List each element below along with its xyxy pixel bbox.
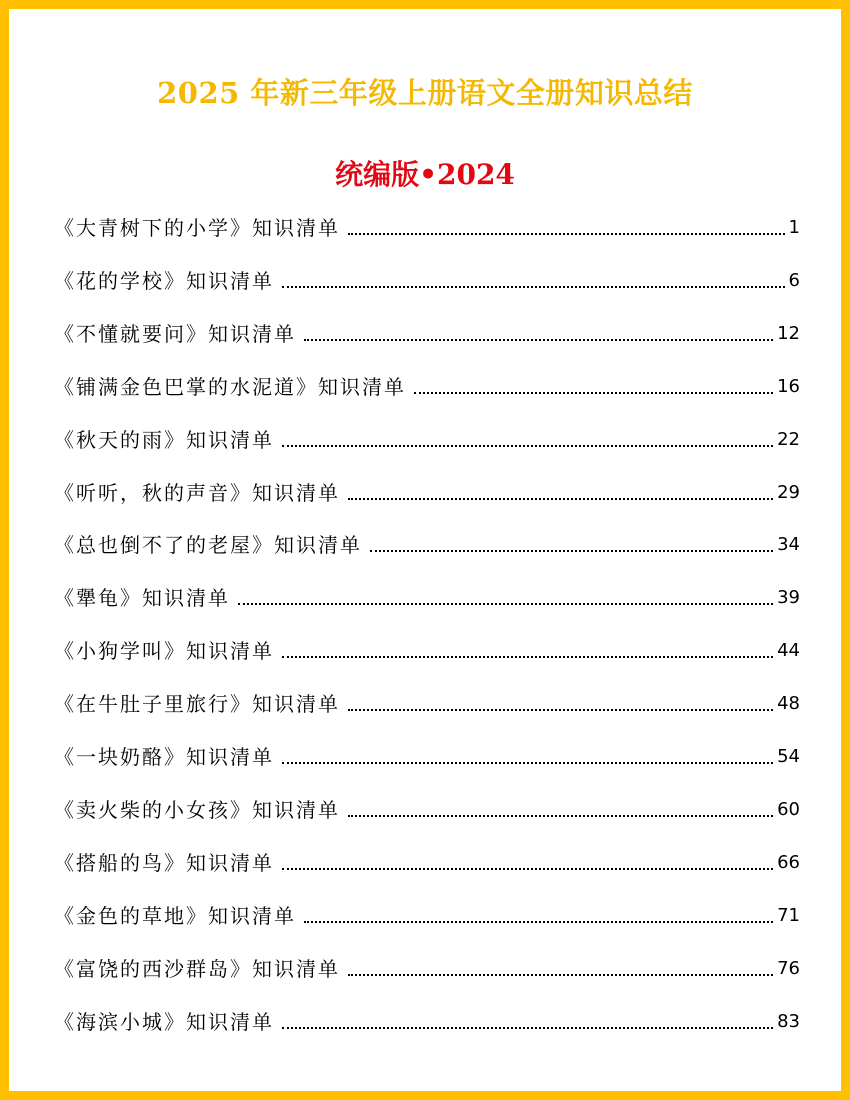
document-subtitle: 统编版•2024 bbox=[335, 158, 515, 191]
document-title: 2025 年新三年级上册语文全册知识总结 bbox=[157, 76, 693, 110]
toc-entry-title: 《小狗学叫》知识清单 bbox=[54, 639, 274, 664]
toc-dot-leader bbox=[282, 286, 785, 288]
toc-dot-leader bbox=[282, 656, 773, 658]
toc-entry[interactable] bbox=[54, 687, 800, 717]
toc-entry[interactable] bbox=[54, 846, 800, 876]
toc-entry[interactable] bbox=[54, 952, 800, 982]
toc-page-number: 1 bbox=[788, 217, 800, 238]
toc-dot-leader bbox=[348, 498, 773, 500]
toc-page-number: 71 bbox=[777, 904, 800, 926]
toc-entry-title: 《大青树下的小学》知识清单 bbox=[54, 216, 340, 240]
toc-dot-leader bbox=[348, 974, 773, 976]
toc-dot-leader bbox=[282, 762, 773, 764]
toc-entry[interactable] bbox=[54, 476, 800, 506]
toc-dot-leader bbox=[414, 392, 773, 394]
toc-entry-title: 《搭船的鸟》知识清单 bbox=[54, 850, 274, 875]
toc-entry-title: 《金色的草地》知识清单 bbox=[54, 903, 296, 928]
toc-dot-leader bbox=[238, 603, 773, 605]
toc-entry[interactable] bbox=[54, 264, 800, 294]
document-page bbox=[9, 9, 841, 1091]
toc-page-number: 12 bbox=[777, 322, 800, 344]
toc-entry[interactable] bbox=[54, 317, 800, 347]
toc-page-number: 39 bbox=[777, 587, 800, 609]
toc-page-number: 83 bbox=[777, 1010, 800, 1032]
toc-dot-leader bbox=[304, 921, 773, 923]
toc-entry[interactable] bbox=[54, 581, 800, 611]
toc-entry[interactable] bbox=[54, 634, 800, 664]
toc-dot-leader bbox=[348, 815, 773, 817]
toc-entry[interactable] bbox=[54, 1005, 800, 1035]
toc-page-number: 76 bbox=[777, 957, 800, 979]
toc-entry[interactable] bbox=[54, 370, 800, 400]
toc-entry[interactable] bbox=[54, 211, 800, 241]
toc-entry[interactable] bbox=[54, 528, 800, 558]
toc-entry-title: 《在牛肚子里旅行》知识清单 bbox=[54, 692, 340, 717]
toc-entry[interactable] bbox=[54, 793, 800, 823]
toc-entry-title: 《不懂就要问》知识清单 bbox=[54, 321, 296, 346]
toc-page-number: 34 bbox=[777, 534, 800, 556]
toc-dot-leader bbox=[348, 233, 785, 235]
toc-entry-title: 《一块奶酪》知识清单 bbox=[54, 745, 274, 769]
toc-dot-leader bbox=[282, 868, 773, 870]
toc-page-number: 54 bbox=[777, 746, 800, 767]
toc-page-number: 66 bbox=[777, 851, 800, 873]
toc-entry-title: 《犟龟》知识清单 bbox=[54, 586, 230, 611]
toc-entry[interactable] bbox=[54, 423, 800, 453]
toc-dot-leader bbox=[370, 550, 773, 552]
toc-page-number: 16 bbox=[777, 375, 800, 397]
toc-entry-title: 《卖火柴的小女孩》知识清单 bbox=[54, 797, 340, 822]
toc-dot-leader bbox=[348, 709, 773, 711]
toc-entry-title: 《总也倒不了的老屋》知识清单 bbox=[54, 533, 362, 558]
toc-entry[interactable] bbox=[54, 899, 800, 929]
toc-page-number: 48 bbox=[777, 693, 800, 715]
toc-dot-leader bbox=[282, 1027, 773, 1029]
toc-page-number: 6 bbox=[788, 269, 800, 291]
toc-entry-title: 《海滨小城》知识清单 bbox=[54, 1009, 274, 1034]
toc-dot-leader bbox=[304, 339, 773, 341]
toc-entry-title: 《铺满金色巴掌的水泥道》知识清单 bbox=[54, 374, 406, 399]
toc-entry[interactable] bbox=[54, 740, 800, 770]
toc-page-number: 44 bbox=[777, 640, 800, 662]
toc-page-number: 29 bbox=[777, 481, 800, 503]
toc-page-number: 22 bbox=[777, 428, 800, 450]
toc-entry-title: 《听听，秋的声音》知识清单 bbox=[54, 480, 340, 505]
toc-entry-title: 《秋天的雨》知识清单 bbox=[54, 427, 274, 452]
toc-entry-title: 《花的学校》知识清单 bbox=[54, 268, 274, 293]
toc-page-number: 60 bbox=[777, 798, 800, 820]
toc-entry-title: 《富饶的西沙群岛》知识清单 bbox=[54, 956, 340, 981]
toc-dot-leader bbox=[282, 445, 773, 447]
